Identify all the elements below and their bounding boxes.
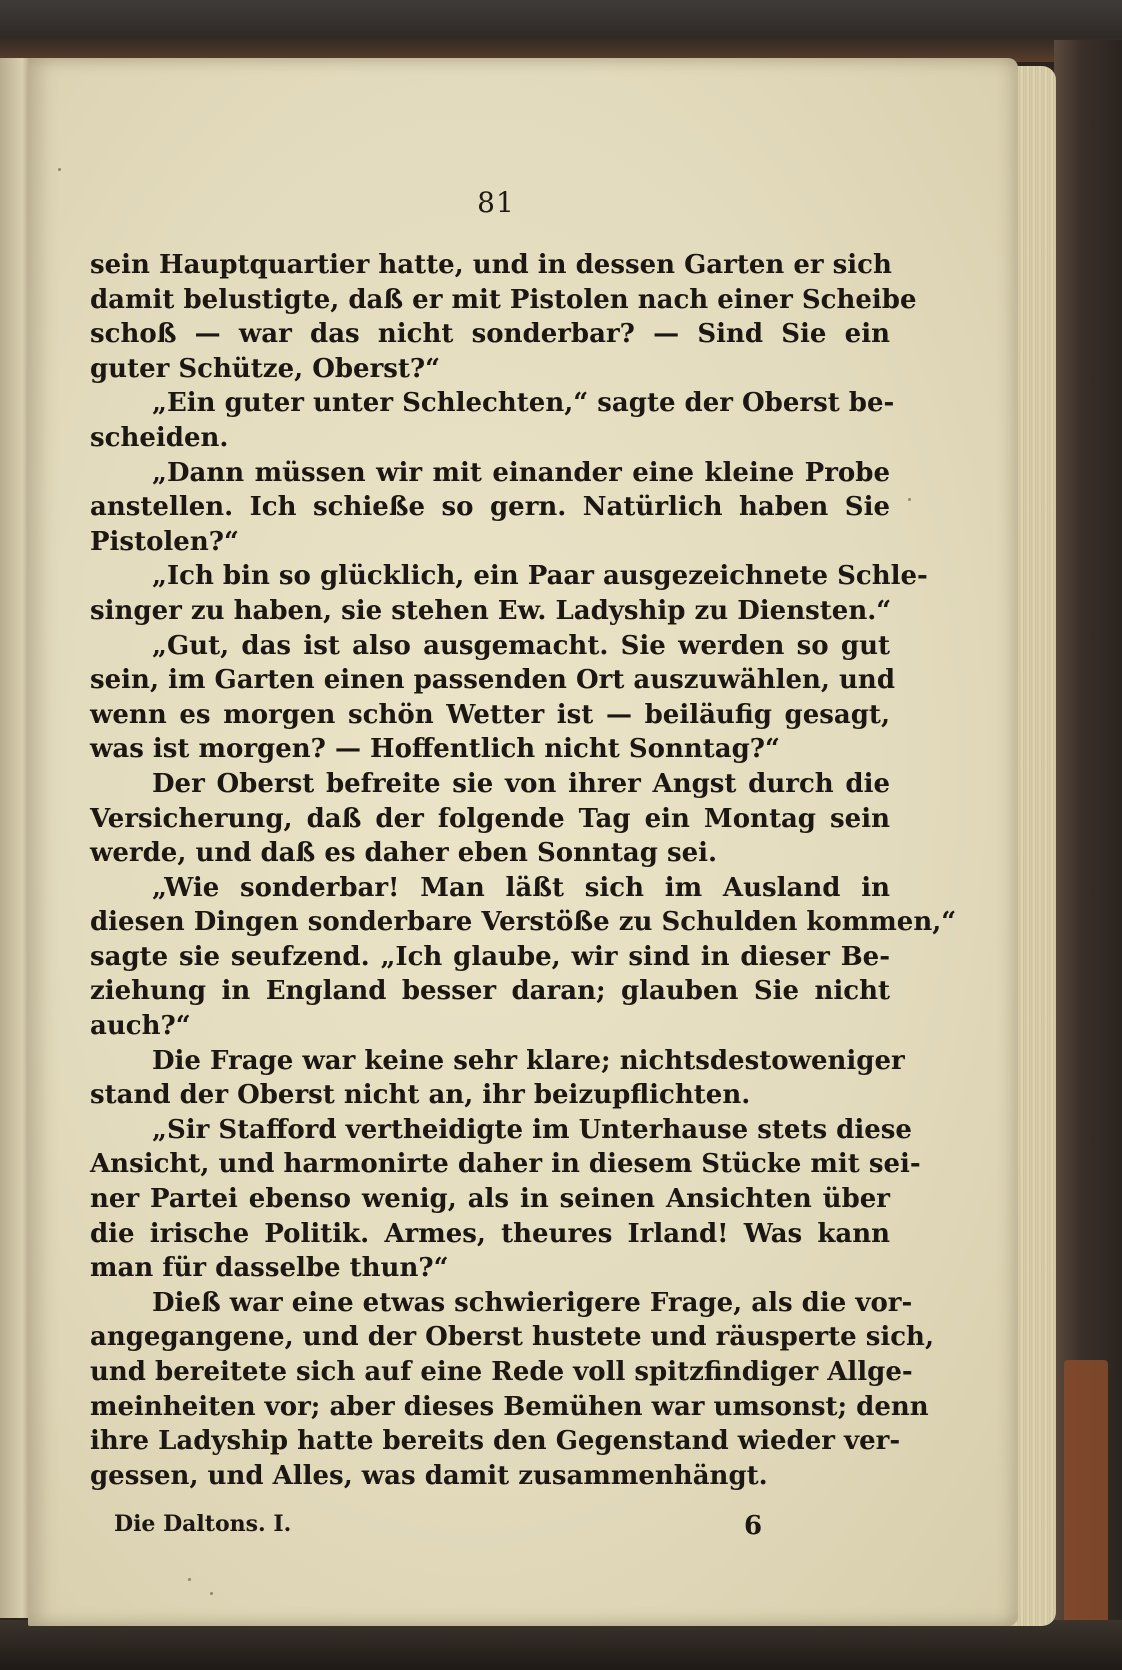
text-line: sein, im Garten einen passenden Ort auszuwählen, und (90, 665, 896, 696)
text-line: Versicherung, daß der folgende Tag ein Montag sein (90, 803, 890, 834)
text-line: auch?“ (90, 1011, 191, 1042)
text-line: werde, und daß es daher eben Sonntag sei. (90, 838, 718, 869)
text-line: ziehung in England besser daran; glauben Sie nicht (90, 976, 890, 1007)
text-line: „Gut, das ist also ausgemacht. Sie werden so gut (152, 630, 890, 661)
book-page (28, 58, 1018, 1626)
paper-speck (908, 498, 911, 501)
text-line: „Ein guter unter Schlechten,“ sagte der Oberst be- (152, 388, 895, 419)
text-line: was ist morgen? — Hoffentlich nicht Sonntag?“ (90, 734, 780, 765)
page-number: 81 (477, 186, 515, 219)
book-cover-top (0, 0, 1122, 62)
paper-speck (188, 1578, 191, 1581)
text-line: diesen Dingen sonderbare Verstöße zu Schulden kommen,“ (90, 907, 957, 938)
text-line: damit belustigte, daß er mit Pistolen nach einer Scheibe (90, 284, 917, 315)
text-line: „Dann müssen wir mit einander eine kleine Probe (152, 457, 890, 488)
text-line: sein Hauptquartier hatte, und in dessen Garten er sich (90, 250, 892, 280)
text-line: scheiden. (90, 422, 229, 453)
text-line: und bereitete sich auf eine Rede voll spitzfindiger Allge- (90, 1357, 913, 1387)
text-line: Dieß war eine etwas schwierigere Frage, als die vor- (152, 1287, 913, 1318)
text-line: guter Schütze, Oberst?“ (90, 353, 441, 384)
text-line: sagte sie seufzend. „Ich glaube, wir sind in dieser Be- (90, 941, 890, 972)
text-line: Der Oberst befreite sie von ihrer Angst durch die (152, 768, 890, 799)
text-line: angegangene, und der Oberst hustete und räusperte sich, (90, 1322, 934, 1353)
text-line: ihre Ladyship hatte bereits den Gegenstand wieder ver- (90, 1426, 901, 1457)
text-line: „Sir Stafford vertheidigte im Unterhause stets diese (152, 1114, 912, 1145)
text-line: die irische Politik. Armes, theures Irland! Was kann (90, 1218, 890, 1249)
text-line: schoß — war das nicht sonderbar? — Sind Sie ein (90, 319, 890, 350)
text-line: meinheiten vor; aber dieses Bemühen war umsonst; denn (90, 1391, 929, 1422)
text-line: Ansicht, und harmonirte daher in diesem Stücke mit sei- (90, 1149, 921, 1180)
text-line: man für dasselbe thun?“ (90, 1253, 449, 1284)
book-cover-bottom (0, 1620, 1122, 1670)
sheet-number: 6 (744, 1511, 763, 1541)
text-line: stand der Oberst nicht an, ihr beizupflichten. (90, 1080, 751, 1111)
text-line: wenn es morgen schön Wetter ist — beiläufig gesagt, (90, 699, 890, 730)
paper-speck (58, 168, 61, 171)
text-line: singer zu haben, sie stehen Ew. Ladyship zu Diensten.“ (90, 595, 892, 626)
text-line: Die Frage war keine sehr klare; nichtsdestoweniger (152, 1045, 905, 1076)
text-line: „Ich bin so glücklich, ein Paar ausgezeichnete Schle- (152, 561, 928, 592)
text-line: ner Partei ebenso wenig, als in seinen Ansichten über (90, 1184, 890, 1215)
text-line: gessen, und Alles, was damit zusammenhängt. (90, 1460, 768, 1491)
page-footer (114, 1511, 764, 1545)
text-line: Pistolen?“ (90, 526, 239, 557)
paper-speck (210, 1592, 213, 1595)
text-line: anstellen. Ich schieße so gern. Natürlich haben Sie (90, 492, 890, 523)
text-line: „Wie sonderbar! Man läßt sich im Ausland in (152, 872, 890, 903)
printer-signature: Die Daltons. I. (114, 1511, 292, 1537)
leather-corner (1064, 1360, 1108, 1640)
body-text (90, 248, 957, 1493)
